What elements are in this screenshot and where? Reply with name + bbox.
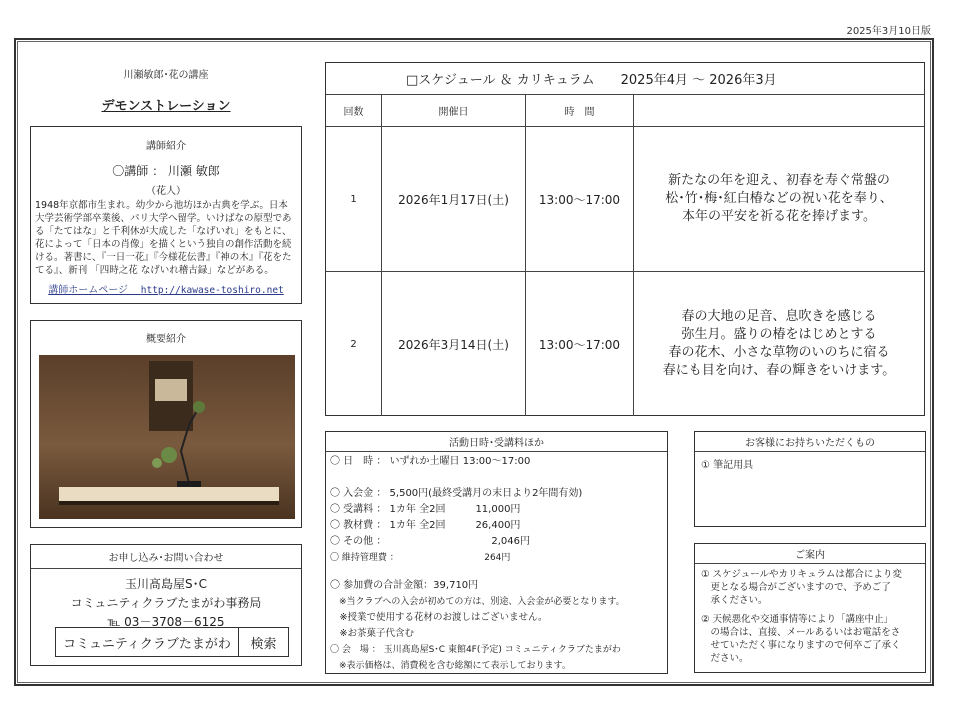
activity-title: 活動日時･受講料ほか	[326, 432, 667, 452]
row-number: 1	[326, 127, 382, 271]
search-bar	[55, 627, 289, 657]
schedule-row	[326, 127, 924, 272]
course-title: デモンストレーション	[101, 99, 231, 114]
info-line: 〇 その他 ： 2,046円	[330, 536, 530, 547]
homepage-link[interactable]	[31, 281, 301, 296]
instructor-bio: 1948年京都市生まれ。幼少から池坊ほか古典を学ぶ。日本大学芸術学部卒業後、パリ大学へ留学。いけばなの原型である「たてはな」と千利休が大成した「なげいれ」をもとに、花によって「日本の肖像」を描くという独自の創作活動を続ける。著書に、『一日一花』『今様花伝書』『神の木』『花をたてる』、新刊 「四時之花 なげいれ稽古録」などがある。	[35, 200, 292, 276]
notice-item: ② 天候悪化や交通事情等により「講座中止」 の場合は、直接、メールあるいはお電話をさ せていただく事になりますので何卒ご了承く ださい。	[701, 614, 901, 664]
info-line: 〇 教材費 ： 1カ年 全2回 26,400円	[330, 520, 521, 531]
contact-line1: 玉川髙島屋S･C	[125, 577, 207, 591]
activity-details	[326, 452, 667, 676]
instructor-name: 〇講師 ： 川瀬 敏郎	[112, 164, 220, 178]
version-date: 2025年3月10日版	[846, 26, 931, 37]
info-line: 〇 入会金 ： 5,500円(最終受講月の末日より2年間有効)	[330, 488, 583, 499]
overview-photo	[39, 355, 295, 519]
instructor-section	[30, 126, 302, 304]
row-time: 13:00～17:00	[526, 272, 634, 416]
schedule-row	[326, 272, 924, 416]
info-line: 〇 会 場 ： 玉川髙島屋S･C 東館4F(予定) コミュニティクラブたまがわ	[330, 645, 621, 655]
notice-title: ご案内	[695, 544, 925, 564]
contact-section	[30, 544, 302, 666]
info-note: ※授業で使用する花材のお渡しはございません。	[330, 612, 548, 623]
info-spacer	[330, 470, 663, 486]
instructor-section-title: 講師紹介	[146, 141, 186, 152]
info-note: ※当クラブへの入会が初めての方は、別途、入会金が必要となります。	[330, 597, 625, 607]
row-date: 2026年3月14日(土)	[382, 272, 526, 416]
row-date: 2026年1月17日(土)	[382, 127, 526, 271]
bring-items-title: お客様にお持ちいただくもの	[695, 432, 925, 452]
ikebana-illustration	[39, 355, 295, 519]
row-description: 春の大地の足音、息吹きを感じる 弥生月。盛りの椿をはじめとする 春の花木、小さな草物のいのちに宿る 春にも目を向け、春の輝きをいけます。	[662, 309, 896, 378]
contact-line2: コミュニティクラブたまがわ事務局	[70, 596, 262, 610]
notice-item: ① スケジュールやカリキュラムは都合により変 更となる場合がございますので、予めご了 承ください。	[701, 569, 902, 606]
info-line: 〇 受講料 ： 1カ年 全2回 11,000円	[330, 504, 521, 515]
homepage-label: 講師ホームページ	[48, 285, 129, 296]
notice-section	[694, 543, 926, 673]
column-header-number: 回数	[326, 95, 382, 126]
info-line: 〇 維持管理費 ： 264円	[330, 553, 511, 563]
contact-tel: ℡ 03－3708－6125	[107, 615, 225, 629]
info-spacer	[330, 566, 663, 578]
instructor-role: （花人）	[146, 186, 186, 197]
overview-section	[30, 320, 302, 528]
schedule-column-headers	[326, 95, 924, 127]
column-header-date: 開催日	[382, 95, 526, 126]
schedule-header: □スケジュール ＆ カリキュラム 2025年4月 ～ 2026年3月	[326, 63, 924, 95]
row-number: 2	[326, 272, 382, 416]
bring-items-section	[694, 431, 926, 527]
info-note: ※表示価格は、消費税を含む総額にて表示しております。	[330, 661, 571, 671]
schedule-table	[325, 62, 925, 416]
search-text-box[interactable]: コミュニティクラブたまがわ	[55, 627, 239, 657]
overview-section-title: 概要紹介	[146, 334, 186, 345]
series-title: 川瀬敏郎･花の講座	[123, 70, 209, 81]
homepage-url: http://kawase-toshiro.net	[140, 285, 284, 296]
row-description: 新たなの年を迎え、初春を寿ぐ常盤の 松･竹･梅･紅白椿などの祝い花を奉り、 本年の平安を祈る花を捧げます。	[665, 173, 893, 224]
row-time: 13:00～17:00	[526, 127, 634, 271]
activity-section	[325, 431, 668, 674]
bring-item: ① 筆記用具	[701, 460, 754, 471]
info-line: 〇 参加費の合計金額：39,710円	[330, 580, 479, 591]
column-header-time: 時 間	[526, 95, 634, 126]
info-line: 〇 日 時 ： いずれか土曜日 13:00～17:00	[330, 456, 531, 467]
column-header-description	[634, 95, 924, 126]
info-note: ※お茶菓子代含む	[330, 628, 414, 639]
contact-section-title: お申し込み･お問い合わせ	[108, 553, 224, 564]
search-button[interactable]: 検索	[239, 627, 289, 657]
